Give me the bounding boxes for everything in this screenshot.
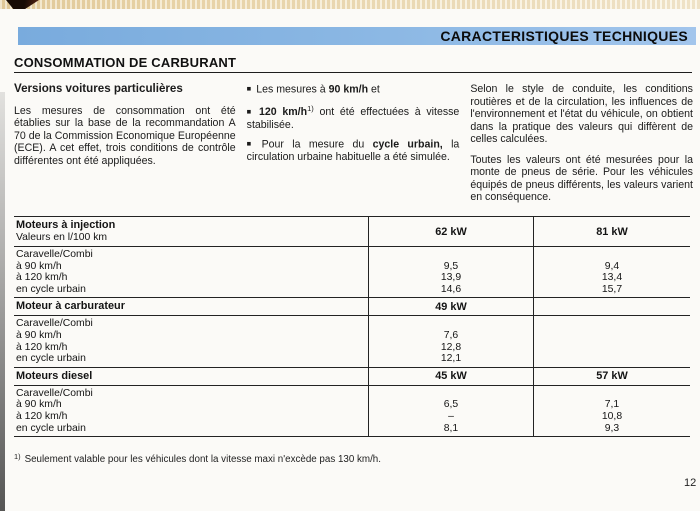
- intro-column-right: [470, 83, 693, 204]
- row-label: en cycle urbain: [16, 422, 86, 434]
- value-cell: 7,6: [443, 329, 459, 341]
- value-cell: [534, 342, 690, 354]
- value-cell: 6,5: [443, 399, 459, 411]
- table-group-body: [14, 316, 690, 366]
- column-header-power-1: 62 kW: [368, 217, 533, 246]
- values-column-2: [533, 316, 690, 366]
- table-group-injection: [14, 216, 690, 297]
- row-label: en cycle urbain: [16, 353, 86, 365]
- bullet-text: la circulation urbaine habituelle a été simulée.: [246, 138, 460, 163]
- value-cell: 10,8: [601, 410, 623, 422]
- table-group-header: [14, 216, 690, 247]
- footnote-text: Seulement valable pour les véhicules dont la vitesse maxi n'excède pas 130 km/h.: [24, 454, 381, 465]
- bullet-text: Les mesures à: [256, 83, 329, 96]
- group-title: Moteurs à injection: [16, 219, 116, 231]
- column-header-power-2: 57 kW: [533, 368, 690, 385]
- value-cell: 13,9: [440, 272, 462, 284]
- group-header-label: [14, 368, 368, 385]
- value-cell: [534, 388, 690, 400]
- value-cell: 8,1: [443, 422, 459, 434]
- value-cell: 9,3: [604, 422, 620, 434]
- section-title: CARACTERISTIQUES TECHNIQUES: [440, 28, 688, 44]
- value-cell: [369, 249, 533, 261]
- value-cell: 12,1: [440, 353, 462, 365]
- value-cell: 13,4: [601, 272, 623, 284]
- values-column-2: [533, 247, 690, 297]
- next-page-edge-strip: [0, 0, 700, 9]
- intro-paragraph: Les mesures de consommation ont été établies sur la base de la recommandation A 70 de la Commission Economique Européenne (ECE). A cet effet, trois conditions de contrôle différentes ont été appliquées.: [14, 104, 236, 167]
- values-column-1: [368, 386, 533, 436]
- value-cell: 15,7: [601, 283, 623, 295]
- table-group-body: [14, 247, 690, 297]
- row-labels: [14, 247, 368, 297]
- square-bullet-icon: ■: [246, 106, 254, 116]
- table-group-carburateur: [14, 297, 690, 366]
- intro-column-middle: [247, 83, 460, 204]
- row-label: Caravelle/Combi: [16, 387, 93, 399]
- group-units-label: Valeurs en l/100 km: [16, 232, 108, 243]
- row-label: en cycle urbain: [16, 283, 86, 295]
- value-cell: [369, 318, 533, 330]
- group-header-label: [14, 298, 368, 315]
- value-cell: 14,6: [440, 283, 462, 295]
- row-labels: [14, 386, 368, 436]
- value-cell: [534, 330, 690, 342]
- group-header-label: [14, 217, 368, 246]
- bullet-bold-text: 90 km/h: [328, 83, 369, 96]
- table-group-header: [14, 297, 690, 316]
- row-label: Caravelle/Combi: [16, 318, 93, 330]
- intro-right-paragraph-1: Selon le style de conduite, les conditions routières et de la circulation, les influences de l'environnement et l'état du véhicule, on obtient dans la pratique des valeurs qui diffèrent de celles calculées.: [470, 83, 693, 145]
- group-title: Moteurs diesel: [16, 369, 93, 382]
- row-label: à 90 km/h: [16, 260, 62, 272]
- value-cell: [534, 249, 690, 261]
- bullet-item-120kmh: [247, 103, 460, 131]
- bullet-item-90kmh: [247, 83, 460, 96]
- value-cell: 7,1: [604, 399, 620, 411]
- row-label: à 90 km/h: [16, 399, 62, 411]
- value-cell: [534, 318, 690, 330]
- values-column-1: [368, 316, 533, 366]
- intro-column-left: [14, 83, 236, 204]
- bullet-bold-text: 120 km/h: [258, 106, 308, 118]
- square-bullet-icon: ■: [246, 139, 257, 148]
- value-cell: –: [448, 410, 454, 422]
- square-bullet-icon: ■: [246, 84, 252, 93]
- binding-shadow: [0, 92, 5, 511]
- title-rule: [14, 72, 692, 73]
- column-header-power-2: [533, 298, 690, 315]
- value-cell: [534, 353, 690, 365]
- intro-right-paragraph-2: Toutes les valeurs ont été mesurées pour la monte de pneus de série. Pour les véhicules équipés de pneus différents, les valeurs varient en conséquence.: [470, 153, 693, 203]
- page-number: 12: [684, 477, 697, 489]
- value-cell: 9,5: [443, 260, 459, 272]
- table-group-header: [14, 367, 690, 386]
- row-label: à 120 km/h: [16, 272, 68, 284]
- value-cell: [369, 388, 533, 400]
- page-title: CONSOMMATION DE CARBURANT: [14, 55, 237, 70]
- footnote-marker: 1): [14, 452, 21, 461]
- values-column-1: [368, 247, 533, 297]
- values-column-2: [533, 386, 690, 436]
- row-label: à 120 km/h: [16, 410, 68, 422]
- column-header-power-1: 45 kW: [368, 368, 533, 385]
- bullet-text: ont été effectuées à vitesse stabilisée.: [246, 106, 460, 131]
- group-title: Moteur à carburateur: [16, 300, 125, 313]
- footnote: [14, 452, 381, 465]
- footnote-ref: 1): [307, 104, 314, 113]
- value-cell: 9,4: [604, 260, 620, 272]
- section-header-band: [18, 27, 696, 45]
- bullet-text: et: [368, 83, 380, 96]
- row-label: Caravelle/Combi: [16, 249, 93, 260]
- intro-subtitle: Versions voitures particulières: [14, 82, 183, 95]
- bullet-item-cycle-urbain: [247, 138, 460, 164]
- consumption-table: [14, 216, 690, 437]
- intro-columns: [14, 83, 693, 204]
- row-labels: [14, 316, 368, 366]
- table-group-body: [14, 386, 690, 437]
- row-label: à 120 km/h: [16, 341, 68, 353]
- bullet-bold-text: cycle urbain,: [372, 138, 443, 151]
- row-label: à 90 km/h: [16, 329, 62, 341]
- table-group-diesel: [14, 367, 690, 437]
- page-edge-stripes: [0, 0, 700, 9]
- bullet-text: Pour la mesure du: [261, 138, 373, 151]
- value-cell: 12,8: [440, 341, 462, 353]
- column-header-power-2: 81 kW: [533, 217, 690, 246]
- column-header-power-1: 49 kW: [368, 298, 533, 315]
